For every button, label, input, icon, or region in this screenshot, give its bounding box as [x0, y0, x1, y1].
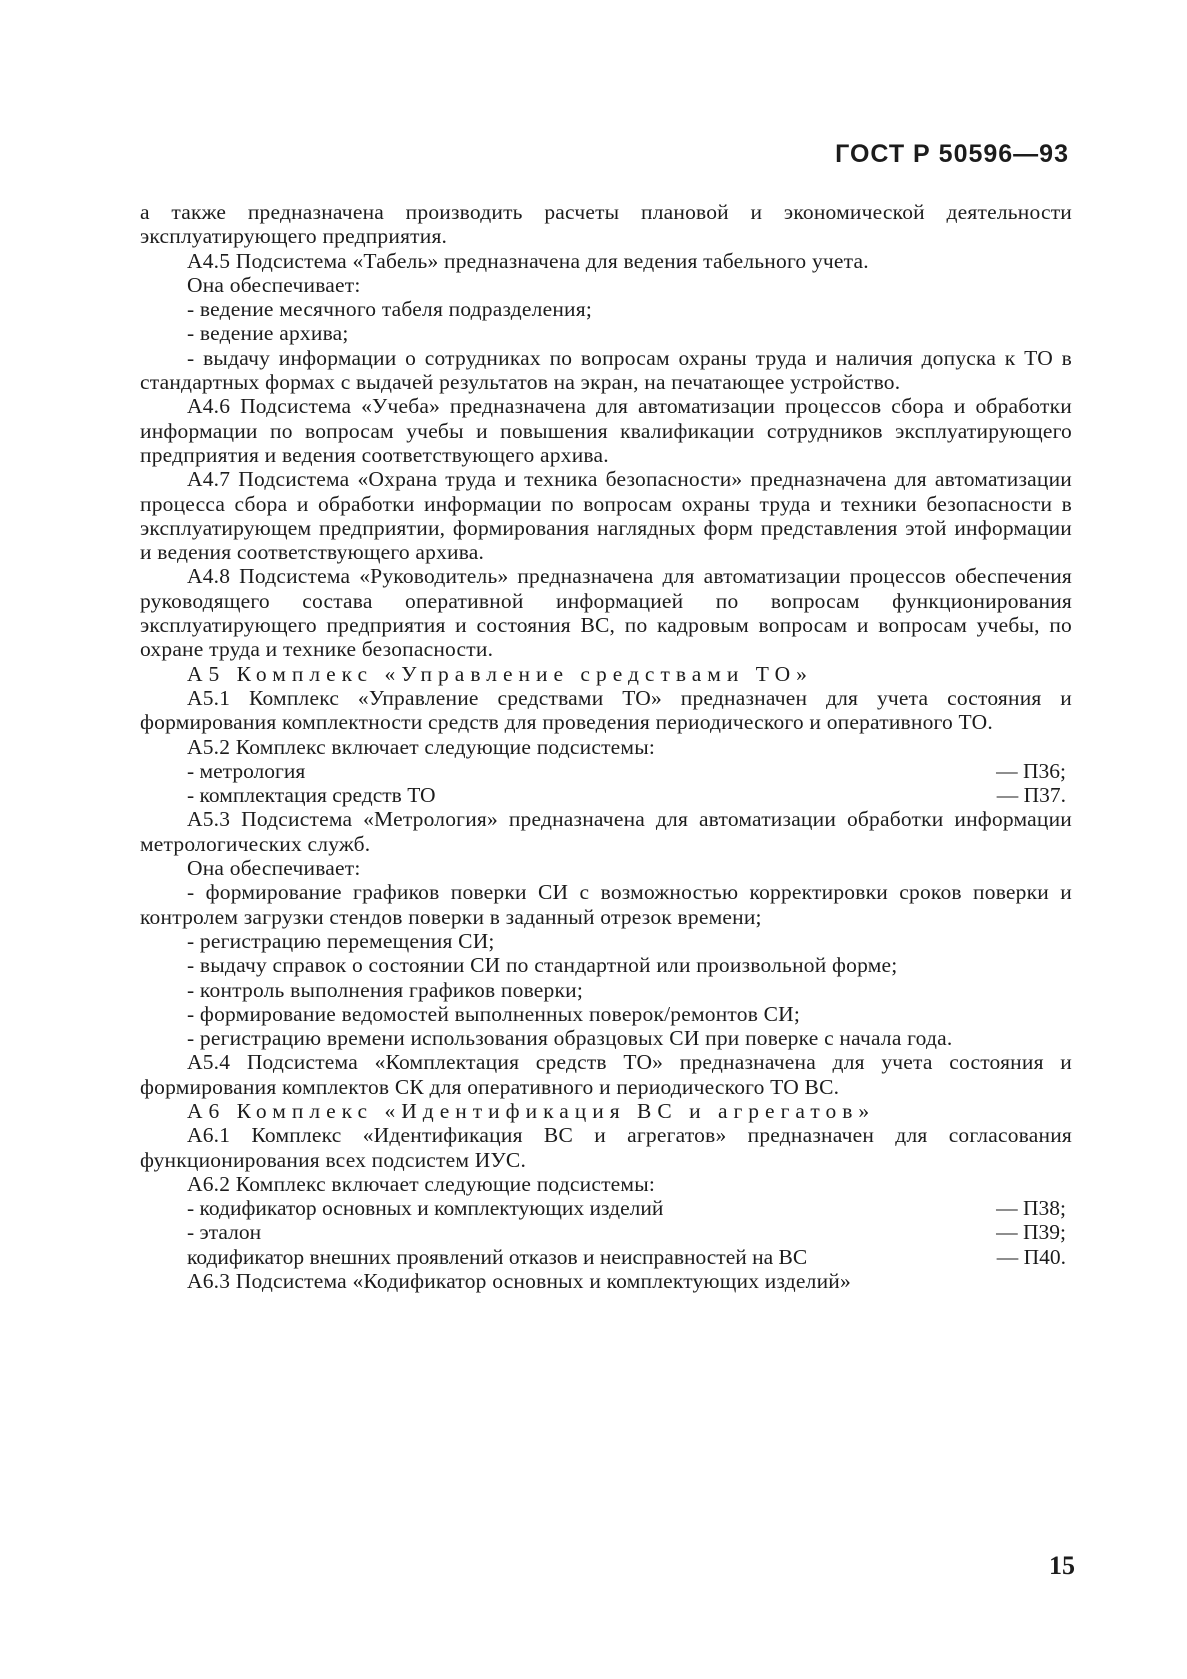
subsystem-code: — П40.	[996, 1244, 1066, 1269]
paragraph: Она обеспечивает:	[187, 272, 361, 297]
list-item: - выдачу информации о сотрудниках по вопросам охраны труда и наличия допуска к ТО в стандартных формах с выдачей результатов на экран, на печатающее устройство.	[140, 345, 1072, 395]
document-code: ГОСТ Р 50596—93	[835, 140, 1069, 168]
subsystem-code: — П39;	[996, 1220, 1066, 1245]
list-item: - регистрацию времени использования образцовых СИ при поверке с начала года.	[187, 1026, 953, 1051]
paragraph-a4-7: А4.7 Подсистема «Охрана труда и техника безопасности» предназначена для автоматизации процесса сбора и обработки информации по вопросам охраны труда и техники безопасности в эксплуатирующем предприятии, формирования наглядных форм представления этой информации и ведения соответствующего архива.	[140, 467, 1072, 565]
list-item: - формирование графиков поверки СИ с возможностью корректировки сроков поверки и контролем загрузки стендов поверки в заданный отрезок времени;	[140, 880, 1072, 929]
paragraph-a5-3: А5.3 Подсистема «Метрология» предназначена для автоматизации обработки информации метрологических служб.	[140, 807, 1072, 856]
section-heading-a5: А5 Комплекс «Управление средствами ТО»	[187, 661, 813, 686]
list-item: - выдачу справок о состоянии СИ по стандартной или произвольной форме;	[187, 953, 898, 978]
list-item: - ведение архива;	[187, 321, 349, 346]
subsystem-code: — П36;	[996, 758, 1066, 783]
subsystem-name: - метрология	[187, 758, 306, 783]
page-number: 15	[1049, 1551, 1075, 1580]
paragraph-a4-8: А4.8 Подсистема «Руководитель» предназначена для автоматизации процессов обеспечения руководящего состава оперативной информацией по вопросам функционирования эксплуатирующего предприятия и состояния ВС, по кадровым вопросам и вопросам учебы, по охране труда и технике безопасности.	[140, 564, 1072, 662]
paragraph-a6-3: А6.3 Подсистема «Кодификатор основных и комплектующих изделий»	[187, 1269, 851, 1294]
paragraph-a5-4: А5.4 Подсистема «Комплектация средств ТО» предназначена для учета состояния и формирования комплектов СК для оперативного и периодического ТО ВС.	[140, 1050, 1072, 1099]
subsystem-name: кодификатор внешних проявлений отказов и неисправностей на ВС	[187, 1244, 808, 1269]
subsystem-row	[140, 759, 1072, 783]
paragraph-a4-6: А4.6 Подсистема «Учеба» предназначена для автоматизации процессов сбора и обработки информации по вопросам учебы и повышения квалификации сотрудников эксплуатирующего предприятия и ведения соответствующего архива.	[140, 394, 1072, 467]
subsystem-row	[140, 783, 1072, 807]
list-item: - ведение месячного табеля подразделения;	[187, 297, 593, 322]
subsystem-row	[140, 1245, 1072, 1269]
list-item: - регистрацию перемещения СИ;	[187, 928, 495, 953]
paragraph-a4-5: А4.5 Подсистема «Табель» предназначена для ведения табельного учета.	[187, 248, 869, 273]
subsystem-name: - кодификатор основных и комплектующих изделий	[187, 1196, 664, 1221]
paragraph-a6-2: А6.2 Комплекс включает следующие подсистемы:	[187, 1171, 656, 1196]
paragraph-a5-2: А5.2 Комплекс включает следующие подсистемы:	[187, 734, 656, 759]
list-item: - контроль выполнения графиков поверки;	[187, 977, 584, 1002]
subsystem-code: — П38;	[996, 1196, 1066, 1221]
subsystem-code: — П37.	[996, 783, 1066, 808]
paragraph: а также предназначена производить расчеты плановой и экономической деятельности эксплуатирующего предприятия.	[140, 200, 1072, 249]
paragraph-a5-1: А5.1 Комплекс «Управление средствами ТО» предназначен для учета состояния и формирования комплектности средств для проведения периодического и оперативного ТО.	[140, 685, 1072, 735]
subsystem-row	[140, 1220, 1072, 1244]
paragraph: Она обеспечивает:	[187, 856, 361, 881]
subsystem-name: - комплектация средств ТО	[187, 783, 436, 808]
page-body	[140, 200, 1072, 1293]
subsystem-name: - эталон	[187, 1220, 262, 1245]
subsystem-row	[140, 1196, 1072, 1220]
paragraph-a6-1: А6.1 Комплекс «Идентификация ВС и агрегатов» предназначен для согласования функционирования всех подсистем ИУС.	[140, 1123, 1072, 1172]
list-item: - формирование ведомостей выполненных поверок/ремонтов СИ;	[187, 1001, 801, 1026]
section-heading-a6: А6 Комплекс «Идентификация ВС и агрегатов»	[187, 1098, 876, 1123]
